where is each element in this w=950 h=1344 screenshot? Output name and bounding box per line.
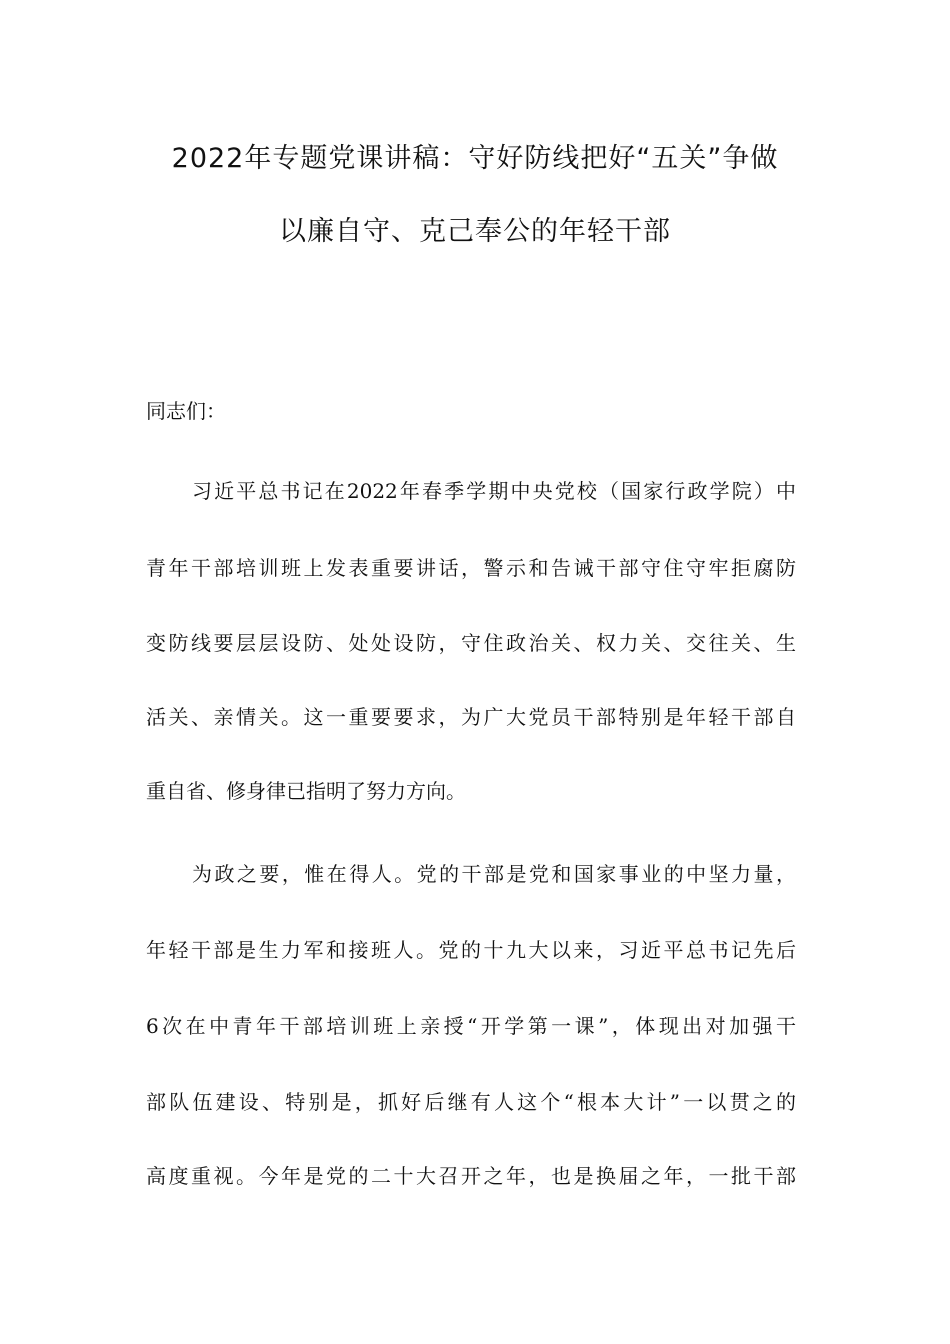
paragraph-1-line-4: 活关、亲情关。这一重要要求，为广大党员干部特别是年轻干部自 bbox=[146, 705, 796, 729]
document-title-line-1: 2022年专题党课讲稿：守好防线把好“五关”争做 bbox=[171, 143, 779, 174]
paragraph-1-line-2: 青年干部培训班上发表重要讲话，警示和告诫干部守住守牢拒腐防 bbox=[146, 556, 796, 580]
paragraph-2-line-4: 部队伍建设、特别是，抓好后继有人这个“根本大计”一以贯之的 bbox=[146, 1090, 796, 1114]
paragraph-2-line-5: 高度重视。今年是党的二十大召开之年，也是换届之年，一批干部 bbox=[146, 1164, 796, 1188]
paragraph-1-line-1: 习近平总书记在2022年春季学期中央党校（国家行政学院）中 bbox=[192, 479, 796, 503]
paragraph-2-line-2: 年轻干部是生力军和接班人。党的十九大以来，习近平总书记先后 bbox=[146, 938, 796, 962]
document-title-line-2: 以廉自守、克己奉公的年轻干部 bbox=[279, 216, 671, 247]
paragraph-2-line-1: 为政之要，惟在得人。党的干部是党和国家事业的中坚力量， bbox=[192, 862, 796, 886]
paragraph-1-line-3: 变防线要层层设防、处处设防，守住政治关、权力关、交往关、生 bbox=[146, 631, 796, 655]
salutation: 同志们： bbox=[146, 399, 226, 423]
paragraph-2-line-3: 6次在中青年干部培训班上亲授“开学第一课”，体现出对加强干 bbox=[146, 1014, 796, 1038]
paragraph-1-line-5: 重自省、修身律已指明了努力方向。 bbox=[146, 779, 466, 803]
